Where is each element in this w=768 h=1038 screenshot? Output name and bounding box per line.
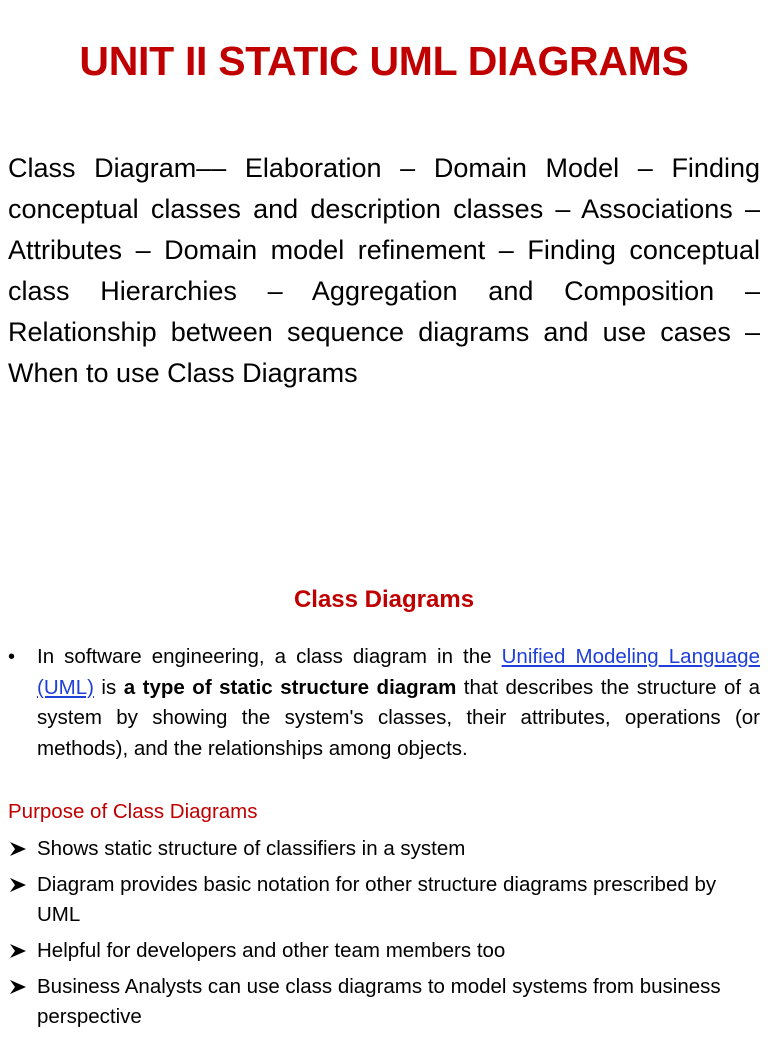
arrowhead-bullet-icon	[8, 936, 37, 966]
bullet-icon: •	[8, 646, 16, 668]
purpose-item	[8, 834, 760, 864]
purpose-list	[8, 834, 760, 1038]
intro-bullet-item	[8, 642, 760, 764]
purpose-item-text: Business Analysts can use class diagrams to model systems from business perspective	[37, 975, 721, 1028]
intro-text-between: is	[93, 675, 124, 699]
intro-text	[37, 642, 760, 764]
purpose-item-text: Helpful for developers and other team members too	[37, 939, 506, 962]
purpose-heading: Purpose of Class Diagrams	[8, 800, 258, 823]
purpose-item	[8, 936, 760, 966]
class-diagrams-heading: Class Diagrams	[293, 586, 475, 613]
purpose-item	[8, 870, 760, 930]
arrowhead-bullet-icon	[8, 972, 37, 1002]
arrowhead-bullet-icon	[8, 870, 37, 900]
unit-title: UNIT II STATIC UML DIAGRAMS	[79, 38, 689, 84]
purpose-item-text: Shows static structure of classifiers in a system	[37, 837, 466, 860]
intro-text-start: In software engineering, a class diagram in the	[37, 645, 502, 668]
purpose-item	[8, 972, 760, 1032]
unit-topics-paragraph: Class Diagram–– Elaboration – Domain Model – Finding conceptual classes and description classes – Associations – Attributes – Domain model refinement – Finding conceptual class Hierarchies – Aggregation and Composition – Relationship between sequence diagrams and use cases – When to use Class Diagrams	[8, 153, 760, 388]
purpose-item-text: Diagram provides basic notation for other structure diagrams prescribed by UML	[37, 873, 717, 926]
intro-text-end: that describes the structure of a system by showing the system's classes, their attributes, operations (or methods), and the relationships among objects.	[37, 675, 760, 760]
intro-bold-phrase: a type of static structure diagram	[123, 675, 457, 699]
uml-link[interactable]: Unified Modeling Language (UML)	[37, 645, 760, 699]
arrowhead-bullet-icon	[8, 834, 37, 864]
